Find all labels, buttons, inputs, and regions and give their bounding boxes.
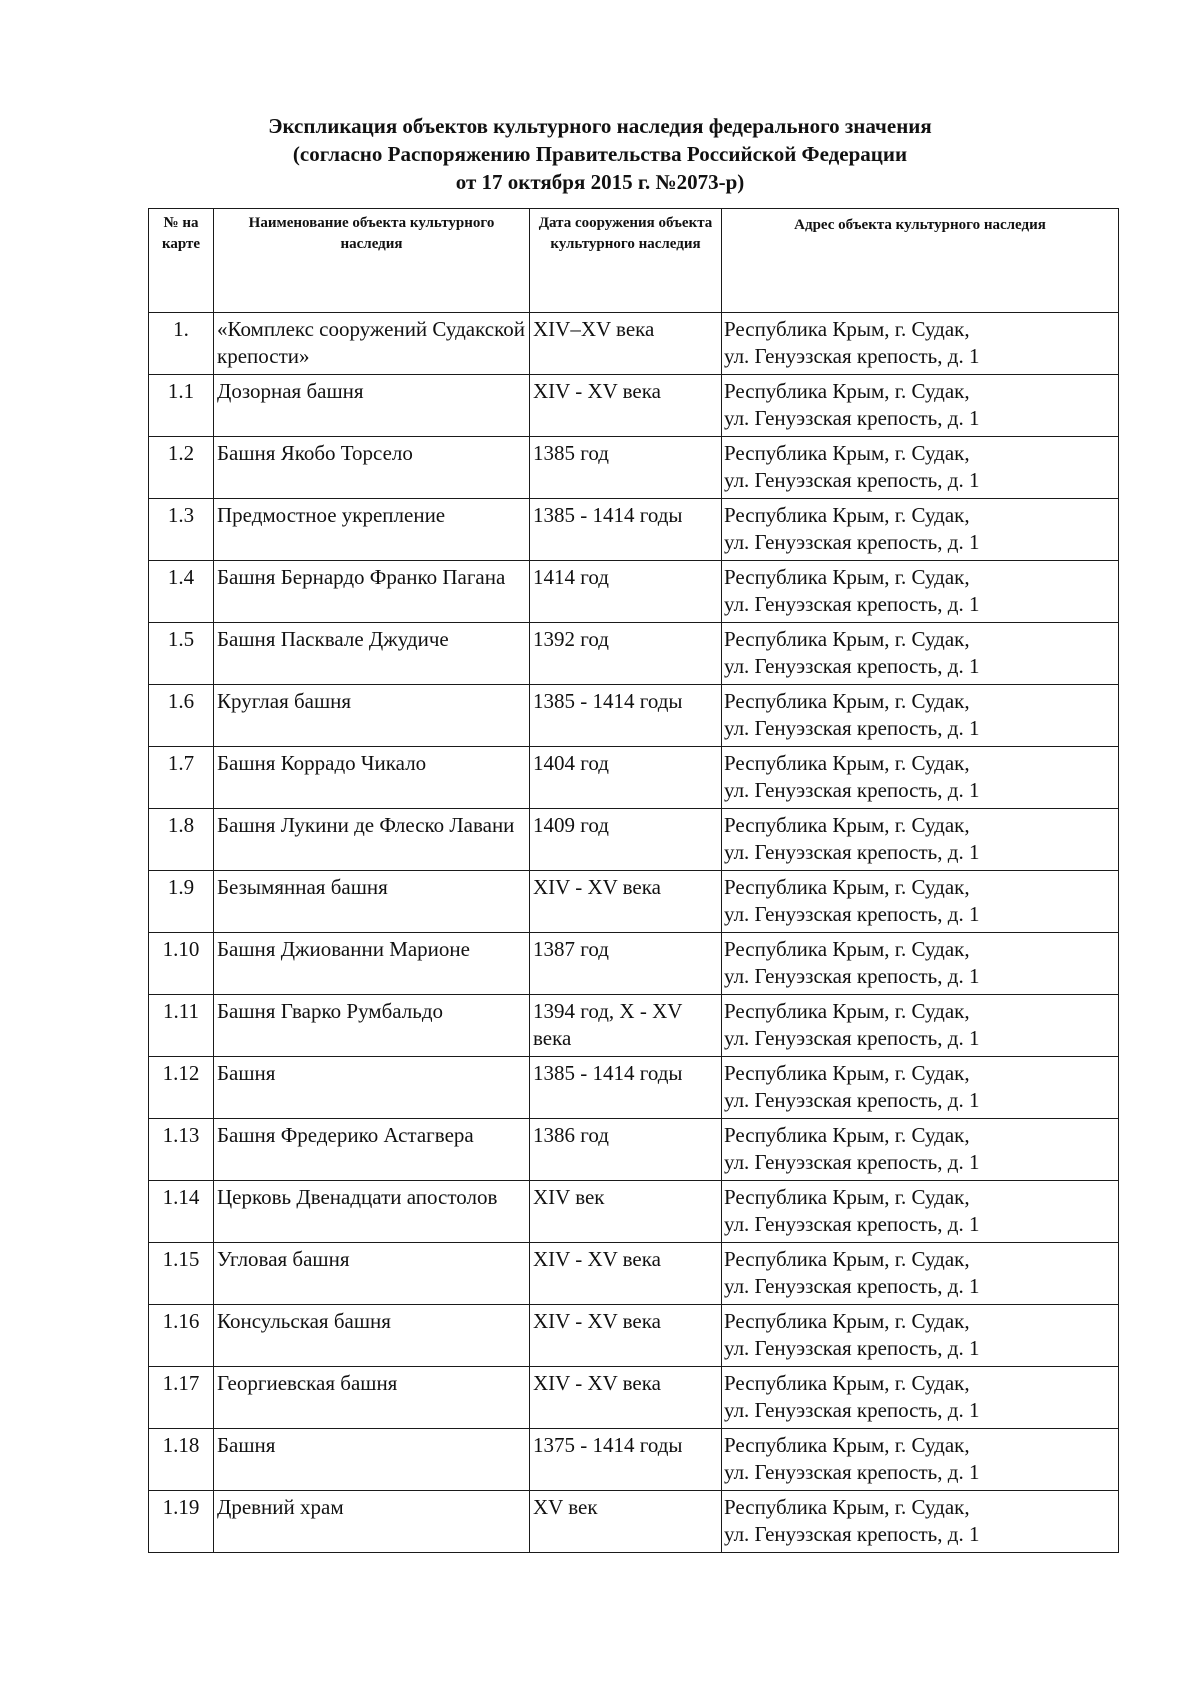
address-line-1: Республика Крым, г. Судак,: [724, 937, 970, 961]
object-date: XIV–XV века: [530, 313, 722, 375]
object-address: [722, 313, 1119, 375]
object-number: 1.4: [149, 561, 214, 623]
table-row: [149, 1429, 1119, 1491]
address-line-1: Республика Крым, г. Судак,: [724, 813, 970, 837]
object-date: 1385 - 1414 годы: [530, 685, 722, 747]
address-line-2: ул. Генуэзская крепость, д. 1: [724, 530, 980, 554]
address-line-2: ул. Генуэзская крепость, д. 1: [724, 1398, 980, 1422]
address-line-2: ул. Генуэзская крепость, д. 1: [724, 964, 980, 988]
table-row: [149, 1243, 1119, 1305]
table-row: [149, 375, 1119, 437]
address-line-2: ул. Генуэзская крепость, д. 1: [724, 1522, 980, 1546]
address-line-1: Республика Крым, г. Судак,: [724, 317, 970, 341]
object-name: Башня Лукини де Флеско Лавани: [214, 809, 530, 871]
object-address: [722, 1429, 1119, 1491]
object-name: Безымянная башня: [214, 871, 530, 933]
object-number: 1.9: [149, 871, 214, 933]
object-address: [722, 747, 1119, 809]
header-address: Адрес объекта культурного наследия: [722, 209, 1119, 313]
object-date: 1394 год, X - XV века: [530, 995, 722, 1057]
table-row: [149, 1119, 1119, 1181]
title-line: от 17 октября 2015 г. №2073-р): [455, 170, 745, 194]
header-number: № на карте: [149, 209, 214, 313]
address-line-2: ул. Генуэзская крепость, д. 1: [724, 902, 980, 926]
object-date: XIV - XV века: [530, 1243, 722, 1305]
object-name: Башня Пасквале Джудиче: [214, 623, 530, 685]
object-date: 1409 год: [530, 809, 722, 871]
object-date: XIV - XV века: [530, 1305, 722, 1367]
table-row: [149, 995, 1119, 1057]
object-address: [722, 1243, 1119, 1305]
table-row: [149, 623, 1119, 685]
table-row: [149, 561, 1119, 623]
object-number: 1.18: [149, 1429, 214, 1491]
object-name: Круглая башня: [214, 685, 530, 747]
address-line-2: ул. Генуэзская крепость, д. 1: [724, 592, 980, 616]
object-name: Башня Фредерико Астагвера: [214, 1119, 530, 1181]
object-number: 1.19: [149, 1491, 214, 1553]
address-line-1: Республика Крым, г. Судак,: [724, 1371, 970, 1395]
header-date: Дата сооружения объекта культурного наследия: [530, 209, 722, 313]
object-name: Георгиевская башня: [214, 1367, 530, 1429]
object-address: [722, 995, 1119, 1057]
table-row: [149, 871, 1119, 933]
address-line-2: ул. Генуэзская крепость, д. 1: [724, 1460, 980, 1484]
object-number: 1.7: [149, 747, 214, 809]
object-number: 1.1: [149, 375, 214, 437]
object-address: [722, 1305, 1119, 1367]
object-date: XIV - XV века: [530, 871, 722, 933]
address-line-1: Республика Крым, г. Судак,: [724, 379, 970, 403]
address-line-2: ул. Генуэзская крепость, д. 1: [724, 1150, 980, 1174]
object-number: 1.16: [149, 1305, 214, 1367]
object-name: Консульская башня: [214, 1305, 530, 1367]
object-date: XIV - XV века: [530, 375, 722, 437]
object-date: 1392 год: [530, 623, 722, 685]
object-name: Башня: [214, 1057, 530, 1119]
table-header-row: [149, 209, 1119, 313]
table-row: [149, 747, 1119, 809]
address-line-1: Республика Крым, г. Судак,: [724, 1309, 970, 1333]
address-line-1: Республика Крым, г. Судак,: [724, 1123, 970, 1147]
table-row: [149, 685, 1119, 747]
address-line-1: Республика Крым, г. Судак,: [724, 503, 970, 527]
table-body: [149, 313, 1119, 1553]
object-address: [722, 561, 1119, 623]
object-name: Башня Бернардо Франко Пагана: [214, 561, 530, 623]
object-number: 1.: [149, 313, 214, 375]
address-line-2: ул. Генуэзская крепость, д. 1: [724, 1088, 980, 1112]
object-date: 1404 год: [530, 747, 722, 809]
address-line-1: Республика Крым, г. Судак,: [724, 751, 970, 775]
heritage-objects-table: [148, 208, 1119, 1553]
header-name: Наименование объекта культурного наследия: [214, 209, 530, 313]
object-address: [722, 1119, 1119, 1181]
object-address: [722, 623, 1119, 685]
object-address: [722, 1367, 1119, 1429]
object-address: [722, 437, 1119, 499]
object-number: 1.14: [149, 1181, 214, 1243]
object-name: Башня: [214, 1429, 530, 1491]
object-address: [722, 809, 1119, 871]
address-line-1: Республика Крым, г. Судак,: [724, 627, 970, 651]
object-name: Дозорная башня: [214, 375, 530, 437]
object-date: 1414 год: [530, 561, 722, 623]
object-date: 1385 - 1414 годы: [530, 499, 722, 561]
table-row: [149, 933, 1119, 995]
address-line-2: ул. Генуэзская крепость, д. 1: [724, 778, 980, 802]
table-row: [149, 1367, 1119, 1429]
object-date: 1386 год: [530, 1119, 722, 1181]
address-line-2: ул. Генуэзская крепость, д. 1: [724, 1336, 980, 1360]
table-row: [149, 437, 1119, 499]
object-date: 1385 год: [530, 437, 722, 499]
object-name: Башня Коррадо Чикало: [214, 747, 530, 809]
address-line-1: Республика Крым, г. Судак,: [724, 565, 970, 589]
object-name: «Комплекс сооружений Судакской крепости»: [214, 313, 530, 375]
object-date: XV век: [530, 1491, 722, 1553]
object-address: [722, 1491, 1119, 1553]
object-address: [722, 1057, 1119, 1119]
object-address: [722, 871, 1119, 933]
object-number: 1.5: [149, 623, 214, 685]
object-number: 1.8: [149, 809, 214, 871]
object-name: Церковь Двенадцати апостолов: [214, 1181, 530, 1243]
address-line-1: Республика Крым, г. Судак,: [724, 1495, 970, 1519]
address-line-2: ул. Генуэзская крепость, д. 1: [724, 406, 980, 430]
address-line-2: ул. Генуэзская крепость, д. 1: [724, 468, 980, 492]
address-line-1: Республика Крым, г. Судак,: [724, 1185, 970, 1209]
object-address: [722, 1181, 1119, 1243]
object-date: 1387 год: [530, 933, 722, 995]
object-address: [722, 375, 1119, 437]
address-line-2: ул. Генуэзская крепость, д. 1: [724, 716, 980, 740]
object-number: 1.10: [149, 933, 214, 995]
object-number: 1.11: [149, 995, 214, 1057]
document-title: [0, 112, 1200, 196]
address-line-2: ул. Генуэзская крепость, д. 1: [724, 840, 980, 864]
object-name: Башня Якобо Торсело: [214, 437, 530, 499]
address-line-2: ул. Генуэзская крепость, д. 1: [724, 1274, 980, 1298]
table-row: [149, 809, 1119, 871]
address-line-1: Республика Крым, г. Судак,: [724, 1433, 970, 1457]
object-number: 1.15: [149, 1243, 214, 1305]
object-name: Башня Гварко Румбальдо: [214, 995, 530, 1057]
object-number: 1.2: [149, 437, 214, 499]
address-line-2: ул. Генуэзская крепость, д. 1: [724, 1026, 980, 1050]
table-row: [149, 499, 1119, 561]
object-number: 1.17: [149, 1367, 214, 1429]
address-line-2: ул. Генуэзская крепость, д. 1: [724, 1212, 980, 1236]
address-line-1: Республика Крым, г. Судак,: [724, 999, 970, 1023]
table-row: [149, 1491, 1119, 1553]
address-line-1: Республика Крым, г. Судак,: [724, 1061, 970, 1085]
address-line-1: Республика Крым, г. Судак,: [724, 689, 970, 713]
object-name: Угловая башня: [214, 1243, 530, 1305]
object-name: Предмостное укрепление: [214, 499, 530, 561]
object-name: Древний храм: [214, 1491, 530, 1553]
object-date: XIV - XV века: [530, 1367, 722, 1429]
object-address: [722, 499, 1119, 561]
address-line-1: Республика Крым, г. Судак,: [724, 875, 970, 899]
object-date: 1385 - 1414 годы: [530, 1057, 722, 1119]
object-address: [722, 685, 1119, 747]
title-line: Экспликация объектов культурного наследия федерального значения: [268, 114, 932, 138]
table-row: [149, 1305, 1119, 1367]
address-line-2: ул. Генуэзская крепость, д. 1: [724, 344, 980, 368]
address-line-1: Республика Крым, г. Судак,: [724, 1247, 970, 1271]
object-address: [722, 933, 1119, 995]
object-number: 1.6: [149, 685, 214, 747]
object-date: 1375 - 1414 годы: [530, 1429, 722, 1491]
table-row: [149, 1057, 1119, 1119]
address-line-1: Республика Крым, г. Судак,: [724, 441, 970, 465]
object-date: XIV век: [530, 1181, 722, 1243]
address-line-2: ул. Генуэзская крепость, д. 1: [724, 654, 980, 678]
object-number: 1.3: [149, 499, 214, 561]
object-number: 1.13: [149, 1119, 214, 1181]
title-line: (согласно Распоряжению Правительства Российской Федерации: [292, 142, 908, 166]
object-name: Башня Джиованни Марионе: [214, 933, 530, 995]
object-number: 1.12: [149, 1057, 214, 1119]
table-row: [149, 1181, 1119, 1243]
table-row: [149, 313, 1119, 375]
